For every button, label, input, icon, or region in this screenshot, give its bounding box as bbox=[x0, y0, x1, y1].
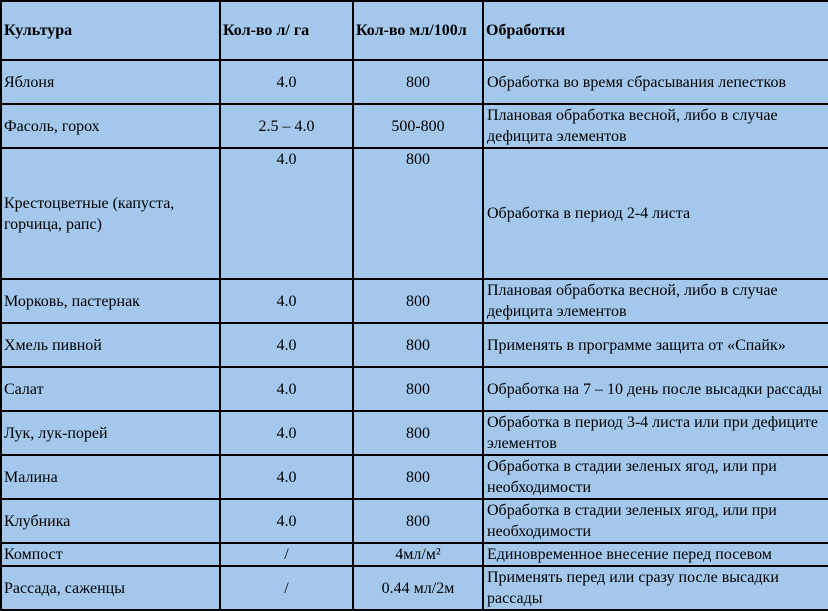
crop-cell: Хмель пивной bbox=[1, 323, 220, 367]
crop-cell: Морковь, пастернак bbox=[1, 279, 220, 323]
crop-cell: Салат bbox=[1, 367, 220, 411]
table-row bbox=[1, 104, 828, 148]
crop-cell: Лук, лук-порей bbox=[1, 411, 220, 455]
treatment-cell: Применять в программе защита от «Спайк» bbox=[483, 323, 828, 367]
table-row bbox=[1, 148, 828, 279]
rate-per-100l-cell: 800 bbox=[353, 367, 483, 411]
treatment-cell: Обработка в период 3-4 листа или при дефиците элементов bbox=[483, 411, 828, 455]
rate-per-ha-cell: / bbox=[220, 543, 353, 566]
rate-per-100l-cell: 800 bbox=[353, 499, 483, 543]
crop-cell: Компост bbox=[1, 543, 220, 566]
rate-per-100l-cell: 800 bbox=[353, 60, 483, 104]
header-rate-per-100l: Кол-во мл/100л bbox=[353, 1, 483, 60]
table-row bbox=[1, 566, 828, 610]
treatment-cell: Единовременное внесение перед посевом bbox=[483, 543, 828, 566]
rate-per-100l-cell: 800 bbox=[353, 411, 483, 455]
rate-per-ha-cell: 4.0 bbox=[220, 367, 353, 411]
crop-cell: Яблоня bbox=[1, 60, 220, 104]
crop-cell: Крестоцветные (капуста, горчица, рапс) bbox=[1, 148, 220, 279]
table-row bbox=[1, 60, 828, 104]
rate-per-ha-cell: 4.0 bbox=[220, 60, 353, 104]
rate-per-ha-cell: 4.0 bbox=[220, 279, 353, 323]
rate-per-100l-cell: 800 bbox=[353, 455, 483, 499]
table-row bbox=[1, 367, 828, 411]
treatment-cell: Плановая обработка весной, либо в случае дефицита элементов bbox=[483, 279, 828, 323]
rate-per-100l-cell: 4мл/м² bbox=[353, 543, 483, 566]
header-crop: Культура bbox=[1, 1, 220, 60]
treatment-cell: Плановая обработка весной, либо в случае дефицита элементов bbox=[483, 104, 828, 148]
treatment-cell: Применять перед или сразу после высадки рассады bbox=[483, 566, 828, 610]
rate-per-ha-cell: 2.5 – 4.0 bbox=[220, 104, 353, 148]
rate-per-ha-cell: 4.0 bbox=[220, 455, 353, 499]
table-row bbox=[1, 279, 828, 323]
treatment-cell: Обработка на 7 – 10 день после высадки рассады bbox=[483, 367, 828, 411]
treatment-cell: Обработка во время сбрасывания лепестков bbox=[483, 60, 828, 104]
header-row bbox=[1, 1, 828, 60]
rate-per-ha-cell: 4.0 bbox=[220, 411, 353, 455]
rate-per-100l-cell: 0.44 мл/2м bbox=[353, 566, 483, 610]
treatment-cell: Обработка в стадии зеленых ягод, или при необходимости bbox=[483, 499, 828, 543]
rate-per-100l-cell: 500-800 bbox=[353, 104, 483, 148]
table-row bbox=[1, 543, 828, 566]
table-row bbox=[1, 499, 828, 543]
rate-per-100l-cell: 800 bbox=[353, 323, 483, 367]
treatment-cell: Обработка в период 2-4 листа bbox=[483, 148, 828, 279]
treatment-cell: Обработка в стадии зеленых ягод, или при необходимости bbox=[483, 455, 828, 499]
table-row bbox=[1, 411, 828, 455]
crop-cell: Рассада, саженцы bbox=[1, 566, 220, 610]
rate-per-ha-cell: 4.0 bbox=[220, 148, 353, 279]
crop-cell: Клубника bbox=[1, 499, 220, 543]
table-row bbox=[1, 323, 828, 367]
rate-per-ha-cell: 4.0 bbox=[220, 323, 353, 367]
crop-cell: Фасоль, горох bbox=[1, 104, 220, 148]
rate-per-ha-cell: / bbox=[220, 566, 353, 610]
rate-per-ha-cell: 4.0 bbox=[220, 499, 353, 543]
header-treatments: Обработки bbox=[483, 1, 828, 60]
rate-per-100l-cell: 800 bbox=[353, 148, 483, 279]
table-row bbox=[1, 455, 828, 499]
header-rate-per-ha: Кол-во л/ га bbox=[220, 1, 353, 60]
crop-cell: Малина bbox=[1, 455, 220, 499]
rate-per-100l-cell: 800 bbox=[353, 279, 483, 323]
